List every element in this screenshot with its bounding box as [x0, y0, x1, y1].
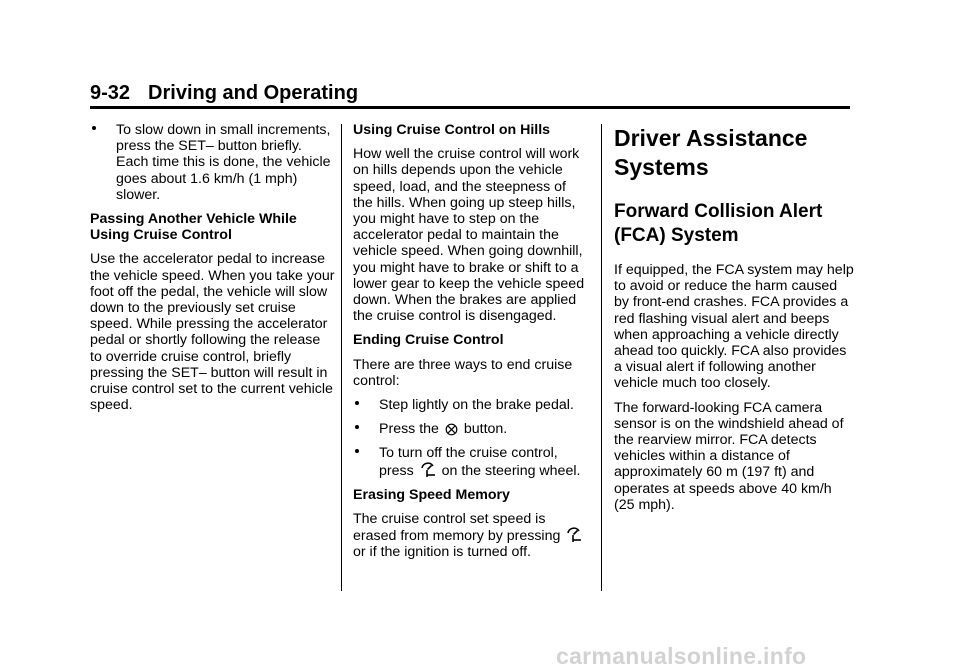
- list-item: Step lightly on the brake pedal.: [353, 397, 589, 413]
- cruise-control-icon: [420, 462, 436, 478]
- paragraph-passing: Use the accelerator pedal to increase the vehicle speed. When you take your foot off the pedal, the vehicle will slow down to the previously set cruise speed. While pressing the accelerator pedal or shortly following the release to override cruise control, briefly pressing the SET– button will result in cruise control set to the current vehicle speed.: [90, 251, 335, 414]
- subheading-hills: Using Cruise Control on Hills: [353, 122, 551, 138]
- column-right: [614, 122, 854, 521]
- list-item-text: To turn off the cruise control, press: [379, 445, 558, 479]
- column-left: [90, 122, 335, 421]
- cruise-control-icon: [566, 527, 582, 543]
- paragraph-text: The cruise control set speed is erased from memory by pressing: [353, 511, 561, 545]
- section-heading: Driver Assistance Systems: [614, 125, 808, 180]
- header-rule: [90, 106, 850, 109]
- list-item-text: Press the: [379, 421, 439, 438]
- list-item-text: button.: [463, 421, 508, 438]
- watermark: carmanualsonline.info: [556, 643, 807, 669]
- paragraph-ending: There are three ways to end cruise control:: [353, 356, 573, 389]
- paragraph-fca-intro: If equipped, the FCA system may help to avoid or reduce the harm caused by front-end crashes. FCA provides a red flashing visual alert and beeps when approaching a vehicle directly ahead too quickly. FCA also provides a visual alert if following another vehicle much too closely.: [614, 262, 854, 392]
- paragraph-erasing: [353, 511, 589, 561]
- column-middle: [353, 122, 589, 569]
- list-item: To slow down in small increments, press the SET– button briefly. Each time this is done, the vehicle goes about 1.6 km/h (1 mph) slower.: [90, 122, 335, 203]
- page-header: [90, 82, 850, 105]
- subheading-ending: Ending Cruise Control: [353, 332, 504, 349]
- section-title: Driving and Operating: [148, 82, 359, 104]
- column-divider: [601, 124, 602, 591]
- subsection-heading: Forward Collision Alert (FCA) System: [614, 201, 823, 246]
- list-item: [353, 421, 589, 437]
- subheading-erasing: Erasing Speed Memory: [353, 486, 510, 503]
- list-item: [353, 445, 589, 478]
- column-divider: [341, 124, 342, 591]
- paragraph-hills: How well the cruise control will work on hills depends upon the vehicle speed, load, and the steepness of the hills. When going up steep hills, you might have to step on the accelerator pedal to maintain the vehicle speed. When going downhill, you might have to brake or shift to a lower gear to keep the vehicle speed down. When the brakes are applied the cruise control is disengaged.: [353, 146, 585, 325]
- paragraph-fca-camera: The forward-looking FCA camera sensor is on the windshield ahead of the rearview mirror. FCA detects vehicles within a distance of approximately 60 m (197 ft) and operates at speeds above 40 km/h (25 mph).: [614, 399, 844, 513]
- cruise-cancel-icon: [445, 423, 458, 436]
- subheading-passing: Passing Another Vehicle While Using Cruise Control: [90, 211, 297, 244]
- paragraph-text: or if the ignition is turned off.: [353, 544, 531, 561]
- list-item-text: on the steering wheel.: [441, 462, 581, 479]
- page-number: 9-32: [90, 82, 131, 104]
